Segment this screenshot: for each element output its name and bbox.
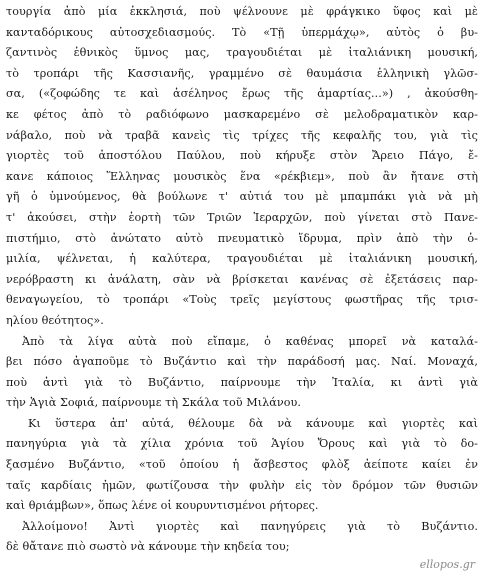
text-line: ζαντινὸς ἐθνικὸς ὕμνος μας, τραγουδιέται μὲ ἰταλιάνικη μουσική, — [6, 46, 478, 60]
text-line: τὴν Ἁγιὰ Σοφιά, παίρνουμε τὴ Σκάλα τοῦ Μιλάνου. — [6, 396, 301, 410]
text-line: καὶ θριάμβων», ὅπως λένε οἱ κουρυντισμένοι ρήτορες. — [6, 499, 319, 513]
text-line: Ἀλλοίμονο! Ἀντὶ γιορτὲς καὶ πανηγύρεις γιὰ τὸ Βυζάντιο. — [22, 519, 478, 533]
text-line: ξασμένο Βυζάντιο, «τοῦ ὁποίου ἡ ἄσβεστος φλὸξ ἀείποτε καίει ἐν — [6, 458, 478, 472]
text-line: κε φέτος ἀπὸ τὸ ραδιόφωνο μασκαρεμένο σὲ μελοδραματικὸν καρ- — [6, 107, 478, 121]
text-line: Ἀπὸ τὰ λίγα αὐτὰ ποὺ εἴπαμε, ὁ καθένας μπορεῖ νὰ καταλά- — [22, 334, 478, 348]
text-line: ηλίου θεότητος». — [6, 313, 104, 327]
text-line: πανηγύρια γιὰ τὰ χίλια χρόνια τοῦ Ἁγίου Ὄρους καὶ γιὰ τὸ δο- — [6, 437, 478, 451]
text-line: νάβαλο, ποὺ νὰ τραβᾶ κανεὶς τὶς τρίχες τῆς κεφαλῆς του, γιὰ τὶς — [6, 128, 478, 142]
text-line: θεναγωγείου, τὸ τροπάρι «Τοὺς τρεῖς μεγίστους φωστῆρας τῆς τρισ- — [6, 293, 478, 307]
text-line: μιλία, ψέλνεται, ἡ καλύτερα, τραγουδιέται μὲ ἰταλιάνικη μουσική, — [6, 252, 478, 266]
text-line: τουργία ἀπὸ μία ἐκκλησιά, ποὺ ψέλνουνε μὲ φράγκικο ὕφος καὶ μὲ — [6, 5, 478, 18]
text-line: τ' ἀκούσει, στὴν ἑορτὴ τῶν Τριῶν Ἱεραρχῶν, ποὺ γίνεται στὸ Πανε- — [6, 210, 478, 224]
text-line: βει πόσο ἀγαποῦμε τὸ Βυζάντιο καὶ τὴν παράδοσή μας. Ναί. Μοναχά, — [6, 355, 478, 369]
text-line: ποὺ ἀντὶ γιὰ τὸ Βυζάντιο, παίρνουμε τὴν Ἰταλία, κι ἀντὶ γιὰ — [6, 375, 478, 389]
text-line: πιστήμιο, στὸ ἀνώτατο αὐτὸ πνευματικὸ ἵδρυμα, πρὶν ἀπὸ τὴν ὁ- — [6, 231, 478, 245]
text-line: νερόβραστη κι ἀνάλατη, σὰν νὰ βρίσκεται κανένας σὲ ἐξετάσεις παρ- — [6, 272, 478, 286]
text-line: γῆ ὁ ὑμνούμενος, θὰ βούλωνε τ' αὐτιά του μὲ μπαμπάκι γιὰ νὰ μὴ — [6, 190, 478, 204]
text-line: ταῖς καρδίαις ἡμῶν, φωτίζουσα τὴν φυλὴν εἰς τὸν δρόμον τῶν θυσιῶν — [6, 478, 478, 492]
text-line: γιορτὲς τοῦ ἀποστόλου Παύλου, ποὺ κήρυξε στὸν Ἄρειο Πάγο, ἔ- — [6, 149, 478, 163]
text-line: σα, («ζοφώδης τε καὶ ἀσέληνος ἔρως τῆς ἁμαρτίας...») , ἀκούσθη- — [6, 87, 478, 101]
site-watermark: ellopos.gr — [419, 558, 475, 571]
text-line: τὸ τροπάρι τῆς Κασσιανῆς, γραμμένο σὲ θαυμάσια ἑλληνικὴ γλῶσ- — [6, 66, 478, 80]
text-line: κανταδόρικους αὐτοσχεδιασμούς. Τὸ «Τῇ ὑπερμάχῳ», αὐτὸς ὁ βυ- — [6, 25, 478, 39]
document-body — [6, 2, 478, 558]
text-line: Κι ὕστερα ἀπ' αὐτά, θέλουμε δὰ νὰ κάνουμε καὶ γιορτὲς καὶ — [28, 416, 478, 430]
text-line: δὲ θἄτανε πιὸ σωστὸ νὰ κάνουμε τὴν κηδεία του; — [6, 540, 290, 554]
text-line: κανε κάποιος Ἕλληνας μουσικὸς ἕνα «ρέκβιεμ», ποὺ ἂν ἤτανε στὴ — [6, 169, 478, 183]
